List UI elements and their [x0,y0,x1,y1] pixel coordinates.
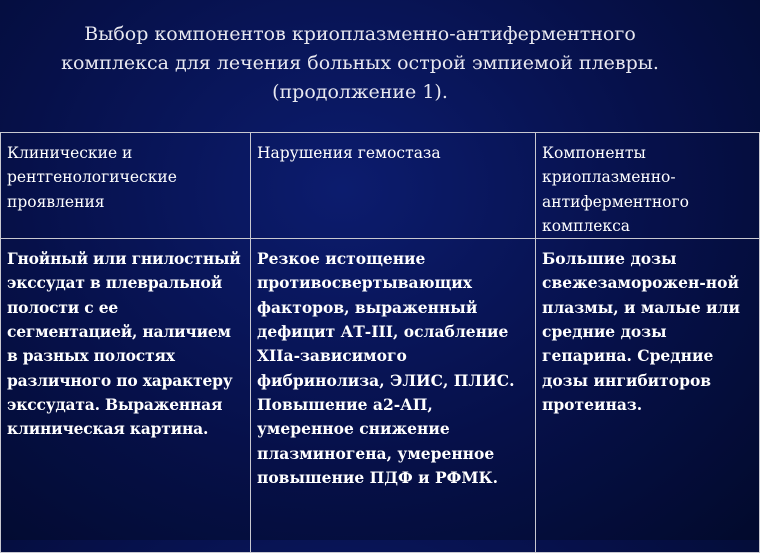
cell-complex-components: Большие дозы свежезаморожен-ной плазмы, и малые или средние дозы гепарина. Средние дозы ингибиторов протеиназ. [536,239,760,553]
header-hemostasis-disorders: Нарушения гемостаза [251,133,536,239]
title-line-1: Выбор компонентов криоплазменно-антиферментного [84,23,636,45]
table-row [1,239,760,553]
cell-hemostasis-disorders: Резкое истощение противосвертывающих факторов, выраженный дефицит АТ-III, ослабление XIIа-зависимого фибринолиза, ЭЛИС, ПЛИС. Повышение а2-АП, умеренное снижение плазминогена, умеренное повышение ПДФ и РФМК. [251,239,536,553]
table-header-row [1,133,760,239]
header-complex-components: Компоненты криоплазменно-антиферментного комплекса [536,133,760,239]
slide-title [40,20,680,107]
header-clinical-manifestations: Клинические и рентгенологические проявления [1,133,251,239]
title-line-3: (продолжение 1). [272,81,448,103]
cell-clinical-manifestations: Гнойный или гнилостный экссудат в плевральной полости с ее сегментацией, наличием в разных полостях различного по характеру экссудата. Выраженная клиническая картина. [1,239,251,553]
title-line-2: комплекса для лечения больных острой эмпиемой плевры. [61,52,659,74]
components-table [0,132,760,553]
